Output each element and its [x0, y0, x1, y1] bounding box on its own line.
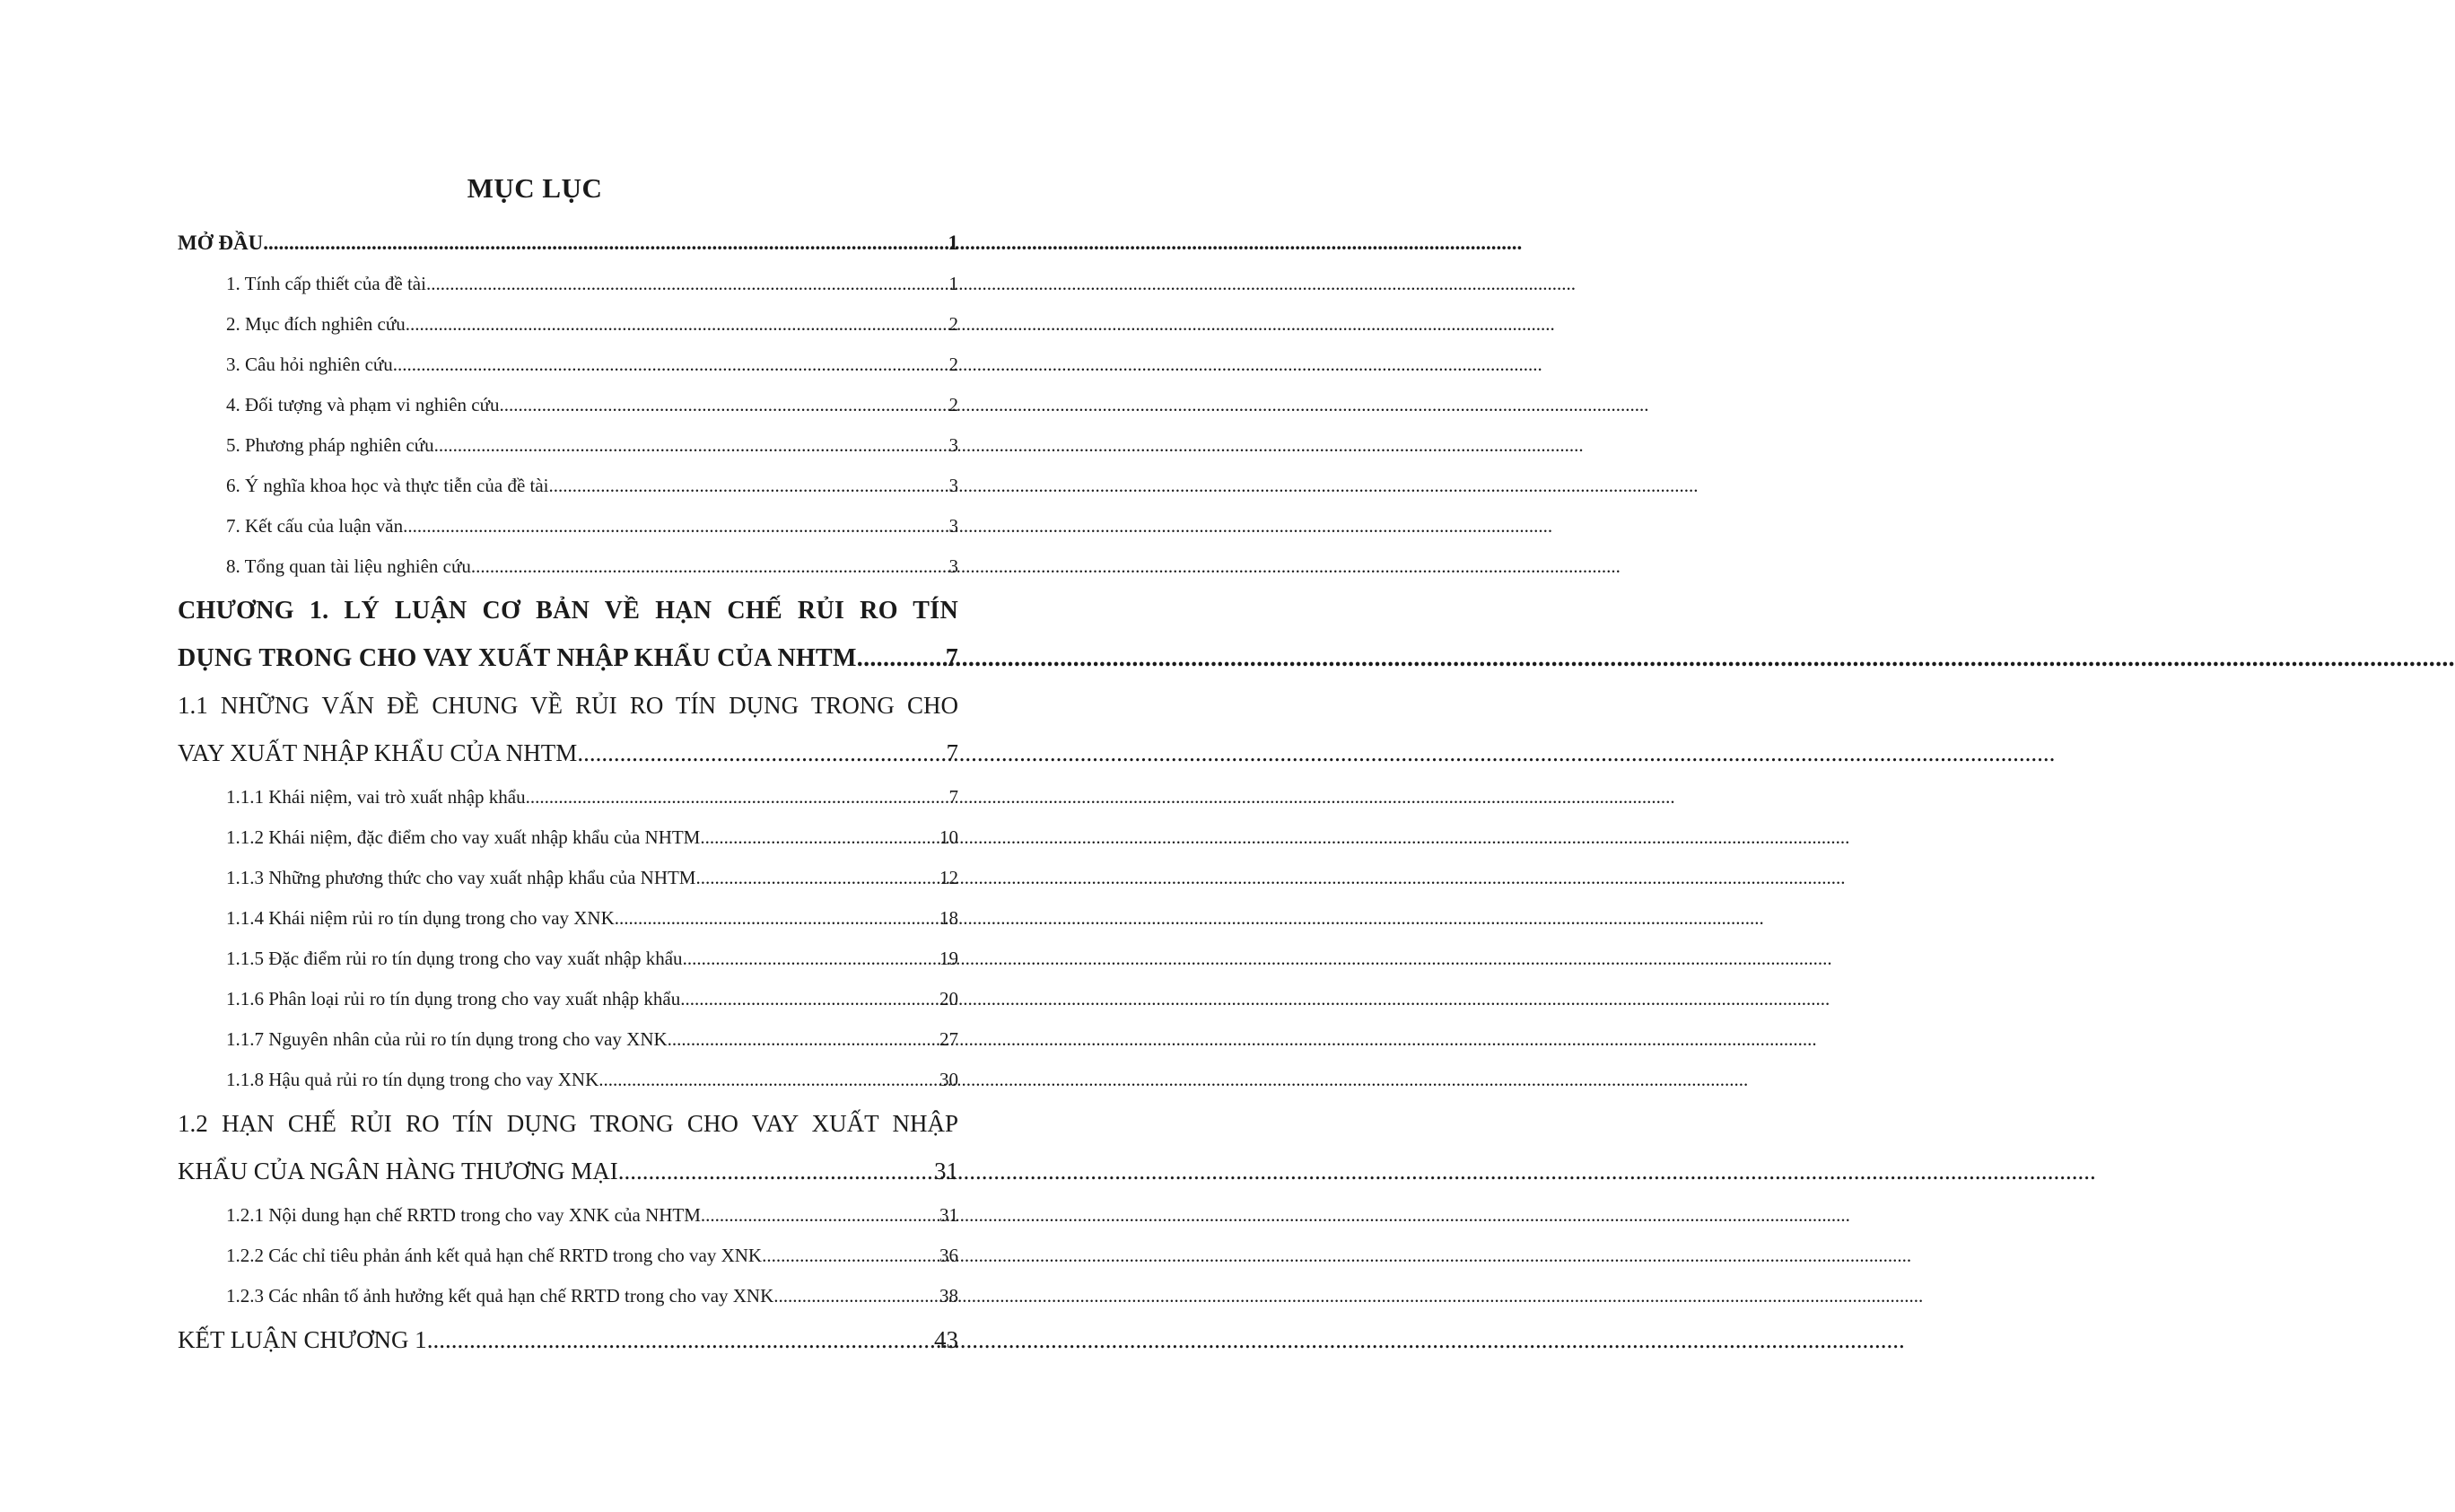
toc-entry-label: 1.1.4 Khái niệm rủi ro tín dụng trong cho vay XNK — [226, 907, 615, 929]
toc-page-number: 30 — [939, 1069, 958, 1090]
toc-leader-dots — [427, 1316, 933, 1364]
toc-page-number: 43 — [934, 1326, 958, 1353]
toc-entry-intro[interactable] — [178, 223, 958, 264]
toc-conclusion[interactable] — [178, 1316, 958, 1364]
toc-entry[interactable] — [178, 817, 958, 858]
toc-section-line1: 1.2 HẠN CHẾ RỦI RO TÍN DỤNG TRONG CHO VAY XUẤT NHẬP — [178, 1110, 958, 1137]
toc-entry-label: 5. Phương pháp nghiên cứu — [226, 434, 434, 456]
toc-page-number: 12 — [939, 867, 958, 888]
toc-leader-dots — [406, 304, 948, 345]
toc-leader-dots — [577, 730, 945, 777]
toc-entry[interactable] — [178, 385, 958, 425]
toc-entry[interactable] — [178, 506, 958, 546]
toc-entry[interactable] — [178, 858, 958, 898]
toc-page-number: 19 — [939, 948, 958, 969]
toc-leader-dots — [393, 345, 948, 385]
toc-entry-label: 1.1.1 Khái niệm, vai trò xuất nhập khẩu — [226, 786, 526, 808]
toc-page-number: 36 — [939, 1245, 958, 1266]
toc-entry-label: 4. Đối tượng và phạm vi nghiên cứu — [226, 394, 500, 415]
toc-entry-label: 2. Mục đích nghiên cứu — [226, 313, 406, 335]
toc-entry-label: 6. Ý nghĩa khoa học và thực tiễn của đề tài — [226, 475, 549, 496]
toc-page-number: 7 — [948, 786, 958, 808]
toc-leader-dots — [668, 1019, 939, 1060]
toc-entry[interactable] — [178, 898, 958, 939]
toc-leader-dots — [683, 939, 939, 979]
toc-entry[interactable] — [178, 264, 958, 304]
toc-page-number: 7 — [946, 739, 958, 766]
toc-entry[interactable] — [178, 1236, 958, 1276]
toc-section-1-1[interactable] — [178, 682, 958, 777]
toc-leader-dots — [263, 223, 947, 264]
toc-entry-label: 7. Kết cấu của luận văn — [226, 515, 404, 537]
toc-entry-label: 8. Tổng quan tài liệu nghiên cứu — [226, 555, 471, 577]
toc-page-number: 3 — [948, 555, 958, 577]
toc-entry[interactable] — [178, 466, 958, 506]
toc-entry-label: 1.1.2 Khái niệm, đặc điểm cho vay xuất nhập khẩu của NHTM — [226, 826, 701, 848]
toc-leader-dots — [526, 777, 948, 817]
toc-entry[interactable] — [178, 1276, 958, 1316]
toc-entry-label: 1.1.7 Nguyên nhân của rủi ro tín dụng trong cho vay XNK — [226, 1028, 668, 1050]
toc-entry-label: 1.2.1 Nội dung hạn chế RRTD trong cho vay XNK của NHTM — [226, 1204, 701, 1226]
toc-entry-label: 3. Câu hỏi nghiên cứu — [226, 354, 393, 375]
toc-leader-dots — [403, 506, 948, 546]
toc-page-number: 31 — [939, 1204, 958, 1226]
toc-page-number: 2 — [948, 354, 958, 375]
toc-page-number: 3 — [948, 434, 958, 456]
toc-section-1-2[interactable] — [178, 1100, 958, 1195]
toc-leader-dots — [701, 1195, 939, 1236]
toc-leader-dots — [618, 1148, 933, 1195]
toc-section-line2: KHẨU CỦA NGÂN HÀNG THƯƠNG MẠI — [178, 1158, 618, 1184]
toc-page-number: 27 — [939, 1028, 958, 1050]
toc-page-number: 7 — [945, 644, 958, 672]
toc-page-number: 18 — [939, 907, 958, 929]
toc-entry[interactable] — [178, 979, 958, 1019]
toc-leader-dots — [773, 1276, 939, 1316]
toc-entry-label: 1.2.3 Các nhân tố ảnh hưởng kết quả hạn chế RRTD trong cho vay XNK — [226, 1285, 774, 1307]
toc-entry-label: 1. Tính cấp thiết của đề tài — [226, 273, 426, 294]
toc-entry[interactable] — [178, 345, 958, 385]
toc-page-number: 3 — [948, 515, 958, 537]
toc-chapter-1[interactable] — [178, 587, 958, 682]
toc-page-number: 2 — [948, 394, 958, 415]
toc-entry-label: 1.1.6 Phân loại rủi ro tín dụng trong cho vay xuất nhập khẩu — [226, 988, 681, 1009]
toc-chapter-line2: DỤNG TRONG CHO VAY XUẤT NHẬP KHẨU CỦA NHTM — [178, 644, 857, 672]
toc-page-number: 38 — [939, 1285, 958, 1307]
toc-entry-label: MỞ ĐẦU — [178, 232, 264, 254]
toc-entry[interactable] — [178, 304, 958, 345]
toc-page-number: 1 — [948, 232, 958, 254]
toc-page-number: 3 — [948, 475, 958, 496]
toc-entry[interactable] — [178, 939, 958, 979]
toc-leader-dots — [426, 264, 948, 304]
toc-leader-dots — [549, 466, 948, 506]
table-of-contents — [178, 223, 958, 1364]
toc-page-number: 1 — [948, 273, 958, 294]
toc-leader-dots — [700, 817, 939, 858]
toc-leader-dots — [857, 634, 945, 682]
toc-leader-dots — [434, 425, 948, 466]
toc-entry-label: 1.1.3 Những phương thức cho vay xuất nhập khẩu của NHTM — [226, 867, 696, 888]
toc-page-number: 2 — [948, 313, 958, 335]
toc-leader-dots — [471, 546, 948, 587]
toc-entry-label: 1.1.5 Đặc điểm rủi ro tín dụng trong cho vay xuất nhập khẩu — [226, 948, 683, 969]
toc-leader-dots — [598, 1060, 939, 1100]
toc-leader-dots — [695, 858, 939, 898]
document-page — [0, 0, 1070, 1512]
toc-section-line2: VAY XUẤT NHẬP KHẨU CỦA NHTM — [178, 739, 578, 766]
toc-page-number: 31 — [934, 1158, 958, 1184]
toc-entry[interactable] — [178, 1019, 958, 1060]
toc-page-number: 10 — [939, 826, 958, 848]
toc-entry-label: KẾT LUẬN CHƯƠNG 1 — [178, 1326, 427, 1353]
toc-entry[interactable] — [178, 425, 958, 466]
toc-leader-dots — [500, 385, 948, 425]
toc-entry[interactable] — [178, 777, 958, 817]
toc-entry[interactable] — [178, 546, 958, 587]
page-title: MỤC LỤC — [467, 172, 603, 204]
toc-chapter-line1: CHƯƠNG 1. LÝ LUẬN CƠ BẢN VỀ HẠN CHẾ RỦI RO TÍN — [178, 597, 958, 625]
toc-entry[interactable] — [178, 1060, 958, 1100]
toc-leader-dots — [680, 979, 939, 1019]
toc-entry[interactable] — [178, 1195, 958, 1236]
toc-section-line1: 1.1 NHỮNG VẤN ĐỀ CHUNG VỀ RỦI RO TÍN DỤNG TRONG CHO — [178, 692, 958, 719]
toc-entry-label: 1.1.8 Hậu quả rủi ro tín dụng trong cho vay XNK — [226, 1069, 599, 1090]
toc-page-number: 20 — [939, 988, 958, 1009]
toc-leader-dots — [615, 898, 939, 939]
toc-leader-dots — [762, 1236, 939, 1276]
toc-entry-label: 1.2.2 Các chỉ tiêu phản ánh kết quả hạn chế RRTD trong cho vay XNK — [226, 1245, 763, 1266]
